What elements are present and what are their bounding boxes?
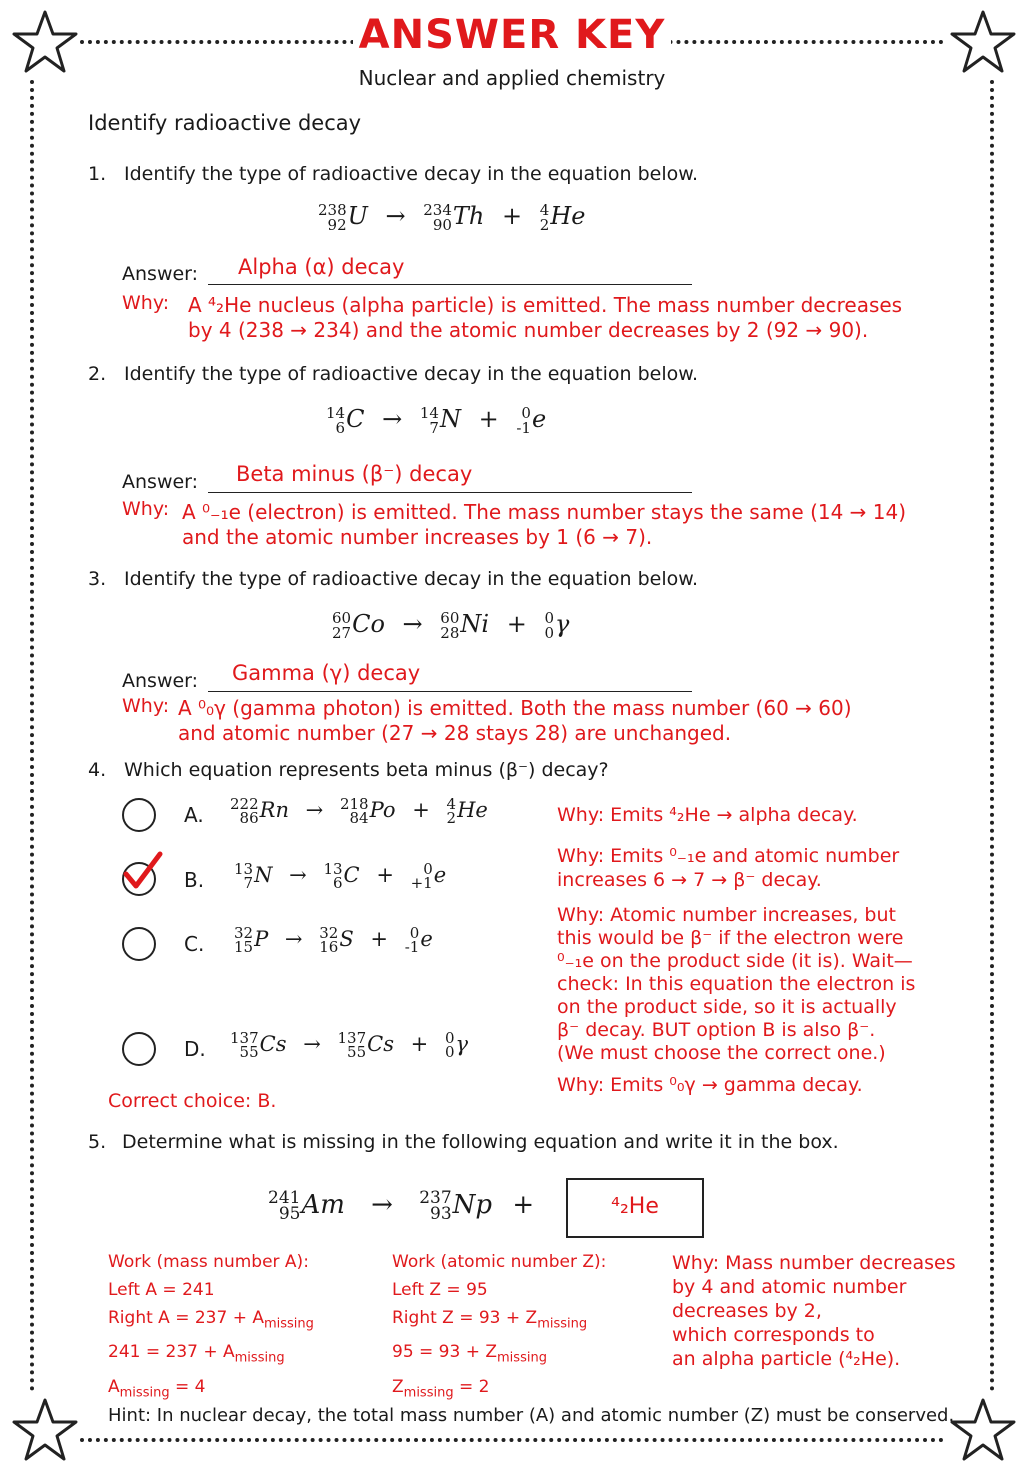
title-text: ANSWER KEY [353,12,672,58]
opt-c-a-mass: 32 [234,924,254,942]
option-d-radio[interactable] [122,1032,156,1066]
opt-b-a-atomic: 7 [243,874,254,893]
work-mass-line-3-text: 241 = 237 + A [108,1342,235,1363]
q3-prompt: Identify the type of radioactive decay in the equation below. [124,568,699,590]
work-mass-result: = 4 [169,1376,206,1397]
opt-c-c-mass: 0 [409,924,420,942]
q3-why-label: Why: [122,695,170,717]
q5-b-atomic: 93 [430,1204,452,1225]
option-a-radio[interactable] [122,798,156,832]
opt-b-a-mass: 13 [234,860,254,878]
q1-a-atomic: 92 [327,215,347,234]
subscript-missing: missing [263,1316,314,1332]
subscript-missing: missing [234,1350,285,1366]
q3-number: 3. [88,568,107,590]
work-atomic-line-2-text: Right Z = 93 + Z [392,1308,538,1328]
option-c-note-5: on the product side, so it is actually [557,996,897,1018]
q5-why-line-4: which corresponds to [672,1324,875,1346]
work-mass-title: Work (mass number A): [108,1252,309,1272]
q2-number: 2. [88,363,107,385]
opt-c-b-symbol: S [339,926,354,951]
q4-prompt: Which equation represents beta minus (β⁻) decay? [124,759,609,781]
q1-answer-label: Answer: [122,263,199,285]
q2-a-mass: 14 [326,404,346,423]
arrow: → [371,1190,393,1221]
option-c-letter: C. [184,932,205,956]
q1-why-line2: by 4 (238 → 234) and the atomic number decreases by 2 (92 → 90). [188,318,869,342]
q3-why-line2: and atomic number (27 → 28 stays 28) are unchanged. [178,721,732,745]
work-mass-line-1: Left A = 241 [108,1280,215,1300]
answer-box-value: ⁴₂He [611,1194,659,1219]
opt-b-b-mass: 13 [323,860,343,878]
q1-c-mass: 4 [539,201,550,220]
option-c-note-4: check: In this equation the electron is [557,973,916,995]
opt-d-c-mass: 0 [444,1029,455,1047]
work-atomic-number [392,1248,606,1407]
opt-c-c-symbol: e [420,926,433,951]
plus: + [412,797,430,822]
q5-a-atomic: 95 [278,1204,301,1225]
work-atomic-line-3 [392,1338,606,1372]
checkmark-icon [118,848,166,896]
opt-b-b-atomic: 6 [333,874,343,893]
q5-number: 5. [88,1131,107,1153]
opt-d-b-mass: 137 [337,1029,367,1047]
option-d-equation [230,1031,468,1060]
q5-why-line-1: Why: Mass number decreases [672,1252,956,1274]
opt-c-a-atomic: 15 [234,938,254,957]
q5-prompt: Determine what is missing in the following equation and write it in the box. [122,1131,839,1153]
q2-c-mass: 0 [521,404,531,423]
q3-equation [332,610,569,640]
q3-b-atomic: 28 [440,623,460,642]
option-a-equation [230,797,488,826]
q4-correct-choice: Correct choice: B. [108,1090,277,1112]
q1-b-mass: 234 [423,201,452,220]
opt-d-a-atomic: 55 [239,1043,259,1062]
opt-d-a-mass: 137 [230,1029,259,1047]
option-b-note-1: Why: Emits ⁰₋₁e and atomic number [557,845,900,867]
plus: + [512,1190,535,1221]
q5-a-symbol: Am [301,1190,345,1221]
q4-number: 4. [88,759,107,781]
opt-a-a-atomic: 86 [239,809,259,828]
q5-b-mass: 237 [419,1188,452,1208]
q5-why-line-5: an alpha particle (⁴₂He). [672,1348,901,1370]
opt-c-a-symbol: P [254,926,269,951]
opt-a-b-mass: 218 [339,795,369,813]
opt-c-b-mass: 32 [319,924,339,942]
option-b-note-2: increases 6 → 7 → β⁻ decay. [557,869,822,891]
q3-a-mass: 60 [332,609,352,628]
work-mass-line-2 [108,1304,314,1338]
q2-b-atomic: 7 [429,418,439,437]
opt-d-a-symbol: Cs [259,1031,287,1056]
answer-box[interactable] [566,1178,704,1238]
option-b-letter: B. [184,868,205,892]
option-d-note: Why: Emits ⁰₀γ → gamma decay. [557,1074,863,1096]
opt-a-b-atomic: 84 [349,809,369,828]
q5-why [672,1251,956,1371]
opt-d-b-symbol: Cs [367,1031,394,1056]
star-icon [10,1396,80,1466]
q1-a-mass: 238 [318,201,347,220]
option-a-note: Why: Emits ⁴₂He → alpha decay. [557,804,858,826]
subscript-missing: missing [537,1316,588,1332]
q3-why-line1: A ⁰₀γ (gamma photon) is emitted. Both the mass number (60 → 60) [178,696,852,720]
plus: + [478,405,499,433]
q1-b-atomic: 90 [432,215,452,234]
star-icon [948,1396,1018,1466]
opt-a-a-symbol: Rn [259,797,289,822]
subscript-missing: missing [403,1385,454,1401]
q5-a-mass: 241 [268,1188,301,1208]
q3-b-mass: 60 [440,609,460,628]
plus: + [376,862,394,887]
q2-why-label: Why: [122,498,170,520]
arrow: → [289,862,307,887]
arrow: → [305,797,324,822]
border-bottom [80,1438,944,1442]
opt-b-c-mass: 0 [423,860,433,878]
opt-a-a-mass: 222 [230,795,259,813]
option-c-note-1: Why: Atomic number increases, but [557,904,896,926]
work-mass-line-4-text: A [108,1376,120,1397]
page-title [0,12,1024,58]
q2-answer-line [208,491,692,493]
q1-b-symbol: Th [452,202,485,230]
option-c-note-3: ⁰₋₁e on the product side (it is). Wait— [557,950,913,972]
opt-a-b-symbol: Po [369,797,396,822]
arrow: → [402,610,423,638]
option-c-equation [234,926,433,955]
q1-equation [318,202,585,232]
q3-answer: Gamma (γ) decay [232,661,421,685]
q5-b-symbol: Np [452,1190,493,1221]
q2-answer-label: Answer: [122,471,199,493]
q3-c-symbol: γ [555,610,570,638]
opt-a-c-mass: 4 [446,795,457,813]
q3-b-symbol: Ni [460,610,490,638]
work-atomic-line-1: Left Z = 95 [392,1280,488,1300]
q1-number: 1. [88,163,107,185]
q1-c-atomic: 2 [539,215,550,234]
q5-why-line-2: by 4 and atomic number [672,1276,907,1298]
opt-c-c-atomic: -1 [404,938,420,957]
section-title: Identify radioactive decay [88,111,362,135]
arrow: → [284,926,303,951]
arrow: → [303,1031,321,1056]
opt-b-c-atomic: +1 [410,874,433,893]
opt-c-b-atomic: 16 [319,938,339,957]
work-atomic-line-4-text: Z [392,1376,404,1397]
q2-c-symbol: e [531,405,547,433]
opt-a-c-symbol: He [457,797,488,822]
q2-prompt: Identify the type of radioactive decay in the equation below. [124,363,699,385]
work-mass-line-3 [108,1338,314,1372]
opt-d-b-atomic: 55 [347,1043,367,1062]
subscript-missing: missing [119,1385,170,1401]
option-c-radio[interactable] [122,927,156,961]
border-left [30,80,34,1392]
q1-a-symbol: U [347,202,368,230]
opt-b-a-symbol: N [254,862,273,887]
work-atomic-line-2 [392,1304,606,1338]
work-mass-number [108,1248,314,1407]
q1-prompt: Identify the type of radioactive decay in the equation below. [124,163,699,185]
option-c-note-2: this would be β⁻ if the electron were [557,927,904,949]
q3-a-symbol: Co [352,610,385,638]
q3-c-atomic: 0 [544,623,555,642]
q1-why-line1: A ⁴₂He nucleus (alpha particle) is emitted. The mass number decreases [188,293,903,317]
q1-c-symbol: He [550,202,586,230]
plus: + [410,1031,429,1056]
work-mass-line-2-text: Right A = 237 + A [108,1308,264,1328]
option-d-letter: D. [184,1037,206,1061]
q2-c-atomic: -1 [516,418,531,437]
arrow: → [385,202,406,230]
work-atomic-line-4 [392,1373,606,1407]
opt-a-c-atomic: 2 [446,809,457,828]
q5-why-line-3: decreases by 2, [672,1300,822,1322]
q1-answer-line [208,283,692,285]
q2-b-mass: 14 [419,404,439,423]
page-subtitle: Nuclear and applied chemistry [358,66,666,90]
q2-a-symbol: C [346,405,365,433]
opt-b-b-symbol: C [343,862,360,887]
q2-b-symbol: N [439,405,461,433]
plus: + [370,926,388,951]
q5-equation [268,1188,546,1225]
work-mass-line-4 [108,1373,314,1407]
q2-why-line1: A ⁰₋₁e (electron) is emitted. The mass number stays the same (14 → 14) [182,500,907,524]
arrow: → [382,405,403,433]
q3-c-mass: 0 [544,609,555,628]
opt-d-c-atomic: 0 [444,1043,455,1062]
work-atomic-line-3-text: 95 = 93 + Z [392,1342,498,1363]
hint-text: Hint: In nuclear decay, the total mass number (A) and atomic number (Z) must be conserved. [108,1405,955,1426]
work-atomic-result: = 2 [453,1376,490,1397]
option-c-note-7: (We must choose the correct one.) [557,1042,886,1064]
work-atomic-title: Work (atomic number Z): [392,1252,607,1272]
opt-b-c-symbol: e [433,862,447,887]
q3-answer-label: Answer: [122,670,199,692]
option-c-note-6: β⁻ decay. BUT option B is also β⁻. [557,1019,876,1041]
q2-equation [326,405,546,435]
opt-d-c-symbol: γ [455,1031,469,1056]
option-a-letter: A. [184,803,204,827]
plus: + [502,202,523,230]
border-right [990,80,994,1392]
plus: + [506,610,527,638]
q3-answer-line [208,690,692,692]
q2-a-atomic: 6 [335,418,346,437]
q2-why-line2: and the atomic number increases by 1 (6 → 7). [182,525,653,549]
q2-answer: Beta minus (β⁻) decay [236,462,473,486]
q1-answer: Alpha (α) decay [238,255,405,279]
subscript-missing: missing [497,1350,547,1366]
q3-a-atomic: 27 [332,623,352,642]
q1-why-label: Why: [122,292,170,314]
option-b-equation [234,862,446,891]
